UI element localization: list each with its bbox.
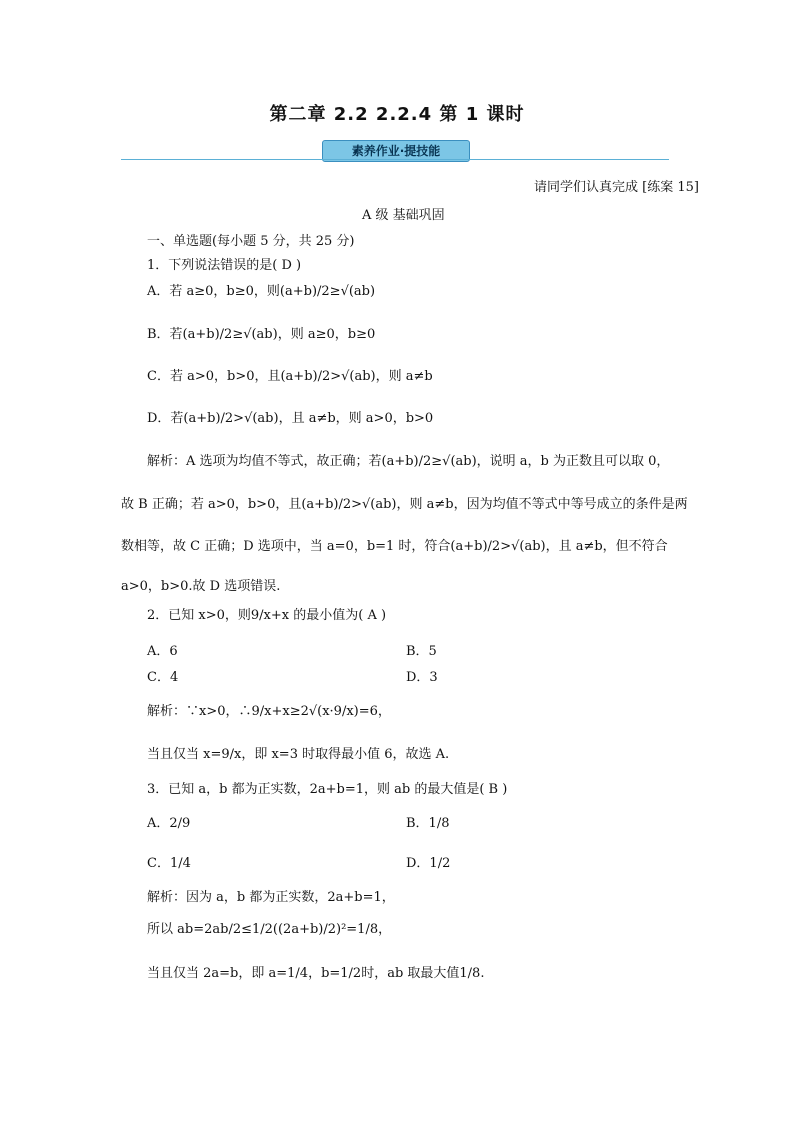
q2-option-c: C．4 — [147, 670, 179, 685]
exercise-note: 请同学们认真完成 [练案 15] — [534, 180, 699, 195]
q1-option-b: B．若(a+b)/2≥√(ab)，则 a≥0，b≥0 — [147, 327, 376, 342]
q1-option-a: A．若 a≥0，b≥0，则(a+b)/2≥√(ab) — [147, 284, 376, 299]
header-rule — [121, 159, 669, 160]
q3-explanation-line1: 解析：因为 a，b 都为正实数，2a+b=1， — [147, 890, 395, 905]
q1-option-d: D．若(a+b)/2>√(ab)，且 a≠b，则 a>0，b>0 — [147, 411, 434, 426]
part-heading: 一、单选题(每小题 5 分，共 25 分) — [147, 234, 355, 249]
q2-option-b: B．5 — [406, 644, 437, 659]
q1-explanation-line1: 解析：A 选项为均值不等式，故正确；若(a+b)/2≥√(ab)，说明 a，b 为正数且可以取 0， — [147, 454, 670, 469]
q3-stem: 3．已知 a，b 都为正实数，2a+b=1，则 ab 的最大值是( B ) — [147, 782, 508, 797]
q1-explanation-line2: 故 B 正确；若 a>0，b>0，且(a+b)/2>√(ab)，则 a≠b，因为均值不等式中等号成立的条件是两 — [121, 497, 688, 512]
q2-option-a: A．6 — [147, 644, 178, 659]
q2-stem: 2．已知 x>0，则9/x+x 的最小值为( A ) — [147, 608, 387, 623]
q2-explanation-line1: 解析：∵x>0，∴9/x+x≥2√(x·9/x)=6， — [147, 704, 391, 719]
page-title: 第二章 2.2 2.2.4 第 1 课时 — [269, 104, 525, 125]
q1-explanation-line3: 数相等，故 C 正确；D 选项中，当 a=0，b=1 时，符合(a+b)/2>√(ab)，且 a≠b，但不符合 — [121, 539, 668, 554]
q3-explanation-line2: 所以 ab=2ab/2≤1/2((2a+b)/2)²=1/8， — [147, 922, 392, 937]
q3-option-b: B．1/8 — [406, 816, 450, 831]
q3-option-d: D．1/2 — [406, 856, 451, 871]
q3-explanation-line3: 当且仅当 2a=b，即 a=1/4，b=1/2时，ab 取最大值1/8. — [147, 966, 485, 981]
q2-option-d: D．3 — [406, 670, 438, 685]
q1-stem: 1．下列说法错误的是( D ) — [147, 258, 302, 273]
level-heading: A 级 基础巩固 — [362, 208, 445, 223]
q1-option-c: C．若 a>0，b>0，且(a+b)/2>√(ab)，则 a≠b — [147, 369, 433, 384]
q3-option-c: C．1/4 — [147, 856, 191, 871]
q1-explanation-line4: a>0，b>0.故 D 选项错误. — [121, 579, 281, 594]
q2-explanation-line2: 当且仅当 x=9/x，即 x=3 时取得最小值 6，故选 A. — [147, 747, 450, 762]
exercise-banner: 素养作业·提技能 — [322, 140, 470, 162]
q3-option-a: A．2/9 — [147, 816, 191, 831]
